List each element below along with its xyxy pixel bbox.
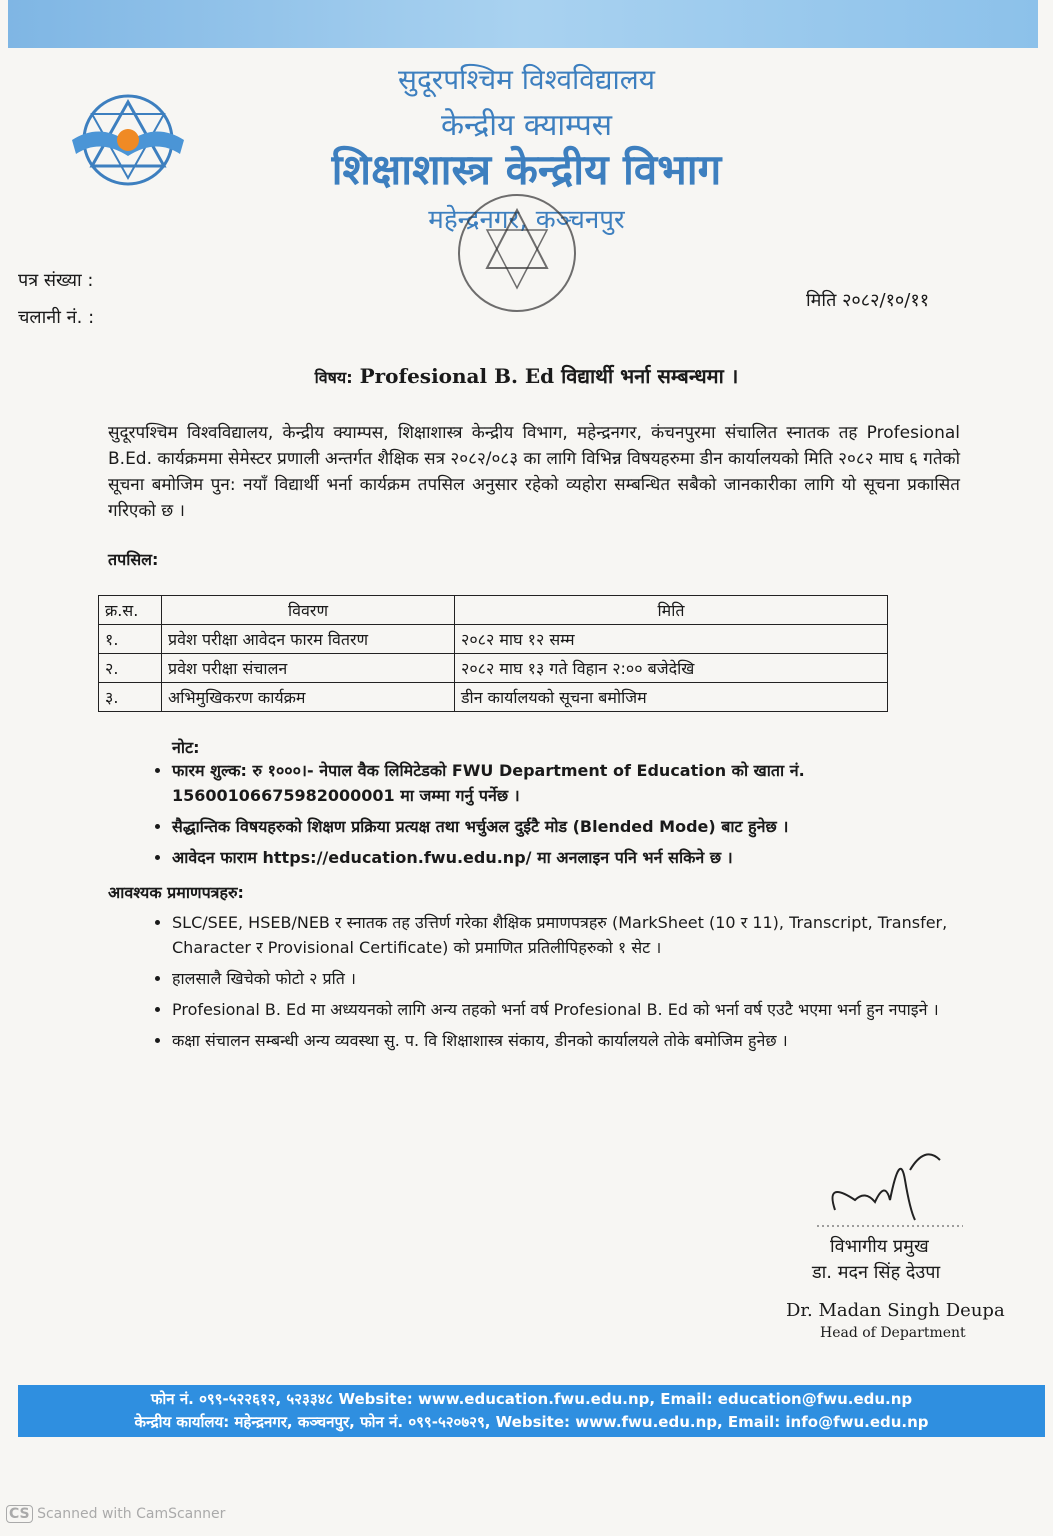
letter-number-label: पत्र संख्या : xyxy=(18,270,94,291)
signatory-name-np: डा. मदन सिंह देउपा xyxy=(812,1262,941,1283)
footer-office-line: केन्द्रीय कार्यालय: महेन्द्रनगर, कञ्चनपुर, फोन नं. ०९९-५२०७२९, Website: www.fwu.edu.np, Email: info@fwu.edu.np xyxy=(134,1413,929,1431)
signature xyxy=(815,1140,965,1230)
table-cell: २. xyxy=(99,654,162,683)
table-cell: १. xyxy=(99,625,162,654)
notes-heading: नोट: xyxy=(172,738,200,757)
camscanner-watermark xyxy=(6,1506,225,1522)
table-header-row xyxy=(99,596,888,625)
documents-list xyxy=(130,910,1002,1059)
campus-name: केन्द्रीय क्याम्पस xyxy=(440,108,613,143)
dispatch-number-label: चलानी नं. : xyxy=(18,307,95,328)
table-cell: प्रवेश परीक्षा आवेदन फारम वितरण xyxy=(162,625,455,654)
footer-contact-line: फोन नं. ०९९-५२२६१२, ५२३३४८ Website: www.education.fwu.edu.np, Email: education@fwu.edu.np xyxy=(150,1390,913,1408)
letter-date: मिति २०८२/१०/११ xyxy=(806,290,930,311)
column-header: क्र.स. xyxy=(99,596,162,625)
footer-band xyxy=(18,1385,1045,1437)
signatory-title-en: Head of Department xyxy=(820,1325,966,1341)
list-item: • आवेदन फाराम https://education.fwu.edu.np/ मा अनलाइन पनि भर्न सकिने छ । xyxy=(172,845,1002,870)
subject-label: विषय: xyxy=(314,368,353,387)
schedule-table xyxy=(98,595,888,712)
column-header: मिति xyxy=(455,596,888,625)
signatory-title-np: विभागीय प्रमुख xyxy=(830,1236,929,1257)
list-item: • हालसालै खिचेको फोटो २ प्रति । xyxy=(172,966,1002,991)
list-item: • SLC/SEE, HSEB/NEB र स्नातक तह उत्तिर्ण गरेका शैक्षिक प्रमाणपत्रहरु (MarkSheet (10 र 11), Transcript, Transfer, Character र Provisional Certificate) को प्रमाणित प्रतिलीपिहरुको १ सेट । xyxy=(172,910,1002,960)
department-name: शिक्षाशास्त्र केन्द्रीय विभाग xyxy=(331,145,722,194)
top-color-band xyxy=(8,0,1038,48)
table-cell: डीन कार्यालयको सूचना बमोजिम xyxy=(455,683,888,712)
list-item: • सैद्धान्तिक विषयहरुको शिक्षण प्रक्रिया प्रत्यक्ष तथा भर्चुअल दुईटै मोड (Blended Mode) बाट हुनेछ । xyxy=(172,814,1002,839)
camscanner-logo-icon: CS xyxy=(6,1505,33,1523)
table-cell: प्रवेश परीक्षा संचालन xyxy=(162,654,455,683)
location: महेन्द्रनगर, कञ्चनपुर xyxy=(428,205,625,235)
list-item: • Profesional B. Ed मा अध्ययनको लागि अन्य तहको भर्ना वर्ष Profesional B. Ed को भर्ना वर्ष एउटै भएमा भर्ना हुन नपाइने । xyxy=(172,997,1002,1022)
documents-heading: आवश्यक प्रमाणपत्रहरु: xyxy=(108,883,244,902)
schedule-heading: तपसिल: xyxy=(108,550,159,569)
table-row xyxy=(99,683,888,712)
table-row xyxy=(99,625,888,654)
notes-list xyxy=(130,758,1002,876)
university-name: सुदूरपश्चिम विश्वविद्यालय xyxy=(398,63,655,96)
list-item: • कक्षा संचालन सम्बन्धी अन्य व्यवस्था सु. प. वि शिक्षाशास्त्र संकाय, डीनको कार्यालयले तोके बमोजिम हुनेछ । xyxy=(172,1028,1002,1053)
table-cell: २०८२ माघ १३ गते विहान २:०० बजेदेखि xyxy=(455,654,888,683)
subject-text: Profesional B. Ed विद्यार्थी भर्ना सम्बन्धमा । xyxy=(359,364,739,388)
table-cell: ३. xyxy=(99,683,162,712)
table-row xyxy=(99,654,888,683)
body-paragraph: सुदूरपश्चिम विश्वविद्यालय, केन्द्रीय क्याम्पस, शिक्षाशास्त्र केन्द्रीय विभाग, महेन्द्रनगर, कंचनपुरमा संचालित स्नातक तह Profesional B.Ed. कार्यक्रममा सेमेस्टर प्रणाली अन्तर्गत शैक्षिक सत्र २०८२/०८३ का लागि विभिन्न विषयहरुमा डीन कार्यालयको मिति २०८२ माघ ६ गतेको सूचना बमोजिम पुन: नयाँ विद्यार्थी भर्ना कार्यक्रम तपसिल अनुसार रहेको व्यहोरा सम्बन्धित सबैको जानकारीका लागि यो सूचना प्रकासित गरिएको छ । xyxy=(108,423,960,521)
table-cell: २०८२ माघ १२ सम्म xyxy=(455,625,888,654)
table-cell: अभिमुखिकरण कार्यक्रम xyxy=(162,683,455,712)
department-stamp xyxy=(452,188,582,323)
list-item: • फारम शुल्क: रु १०००।- नेपाल वैक लिमिटेडको FWU Department of Education को खाता नं. 15600106675982000001 मा जम्मा गर्नु पर्नेछ । xyxy=(172,758,1002,808)
watermark-text: Scanned with CamScanner xyxy=(37,1506,226,1522)
column-header: विवरण xyxy=(162,596,455,625)
subject-line xyxy=(0,362,1053,389)
signatory-name-en: Dr. Madan Singh Deupa xyxy=(786,1300,1005,1321)
